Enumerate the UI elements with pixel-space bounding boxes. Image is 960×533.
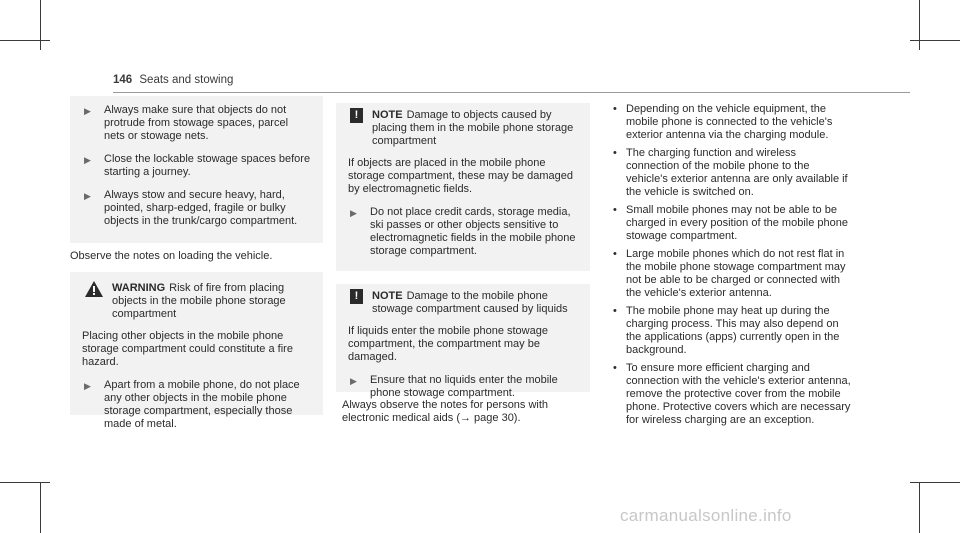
list-item: ▶ Do not place credit cards, storage media, ski passes or other objects sensitive to electromagnetic fields in the mobile phone storage compartment. xyxy=(350,206,576,257)
note-body: If objects are placed in the mobile phone storage compartment, these may be damaged by electromagnetic fields. xyxy=(348,157,574,195)
bullet-dot: • xyxy=(613,147,617,159)
note-box xyxy=(336,103,590,271)
crop-mark xyxy=(910,40,960,41)
bullet-dot: • xyxy=(613,248,617,260)
bullet-dot: • xyxy=(613,305,617,317)
warning-heading: WARNING Risk of fire from placing objects in the mobile phone storage compartment xyxy=(82,282,311,321)
list-item: • Large mobile phones which do not rest flat in the mobile phone stowage compartment may not be able to be charged or connected with the vehicle's exterior antenna. xyxy=(613,248,846,299)
bullet-dot: • xyxy=(613,362,617,374)
arrow-right-icon: ▶ xyxy=(350,208,357,218)
list-item: • To ensure more efficient charging and connection with the vehicle's exterior antenna, remove the protective cover from the mobile phone. Protective covers which are necessary for wireless charging are an exception. xyxy=(613,362,851,426)
bullet-dot: • xyxy=(613,103,617,115)
arrow-right-icon: ▶ xyxy=(84,191,91,201)
note-label: NOTE xyxy=(372,109,403,121)
list-item: ▶ Apart from a mobile phone, do not place any other objects in the mobile phone storage compartment, especially those made of metal. xyxy=(84,379,300,430)
section-title: Seats and stowing xyxy=(139,74,234,86)
list-item: ▶ Close the lockable stowage spaces before starting a journey. xyxy=(84,153,311,178)
instruction-box xyxy=(70,96,323,243)
exclamation-icon: ! xyxy=(350,289,363,304)
warning-triangle-icon xyxy=(85,281,103,297)
crop-mark xyxy=(0,482,50,483)
arrow-right-icon: ▶ xyxy=(84,381,91,391)
note-body: If liquids enter the mobile phone stowage compartment, the compartment may be damaged. xyxy=(348,325,548,363)
list-item: • Small mobile phones may not be able to be charged in every position of the mobile phone stowage compartment. xyxy=(613,204,848,242)
crop-mark xyxy=(0,40,50,41)
list-item: ▶ Always stow and secure heavy, hard, pointed, sharp-edged, fragile or bulky objects in the trunk/cargo compartment. xyxy=(84,189,298,227)
exclamation-icon: ! xyxy=(350,108,363,123)
page-number: 146 xyxy=(113,74,133,86)
watermark: carmanualsonline.info xyxy=(620,506,792,525)
arrow-right-icon: ▶ xyxy=(84,106,91,116)
warning-label: WARNING xyxy=(112,282,166,294)
crop-mark xyxy=(40,483,41,533)
page-header xyxy=(113,74,233,86)
crop-mark xyxy=(40,0,41,50)
list-item: • Depending on the vehicle equipment, the mobile phone is connected to the vehicle's exterior antenna via the charging module. xyxy=(613,103,833,141)
note-heading: ! NOTE Damage to objects caused by placing them in the mobile phone storage compartment xyxy=(348,109,578,148)
header-divider xyxy=(113,92,910,93)
note-box xyxy=(336,284,590,399)
observe-text: Observe the notes on loading the vehicle. xyxy=(70,250,273,262)
observe-text: Always observe the notes for persons with electronic medical aids (→ page 30). xyxy=(342,399,549,424)
crop-mark xyxy=(919,483,920,533)
note-heading: ! NOTE Damage to the mobile phone stowage compartment caused by liquids xyxy=(348,290,578,316)
list-item: ▶ Always make sure that objects do not protrude from stowage spaces, parcel nets or stowage nets. xyxy=(84,104,289,142)
warning-box xyxy=(70,272,323,430)
arrow-right-icon: ▶ xyxy=(84,155,91,165)
list-item: • The charging function and wireless connection of the mobile phone to the vehicle's exterior antenna are only available if the vehicle is switched on. xyxy=(613,147,848,198)
list-item: • The mobile phone may heat up during the charging process. This may also depend on the applications (apps) currently open in the background. xyxy=(613,305,840,356)
list-item: ▶ Ensure that no liquids enter the mobile phone stowage compartment. xyxy=(350,374,558,399)
note-label: NOTE xyxy=(372,290,403,302)
warning-body: Placing other objects in the mobile phone storage compartment could constitute a fire hazard. xyxy=(82,330,293,368)
bullet-list xyxy=(612,103,852,432)
crop-mark xyxy=(910,482,960,483)
crop-mark xyxy=(919,0,920,50)
bullet-dot: • xyxy=(613,204,617,216)
arrow-right-icon: ▶ xyxy=(350,376,357,386)
